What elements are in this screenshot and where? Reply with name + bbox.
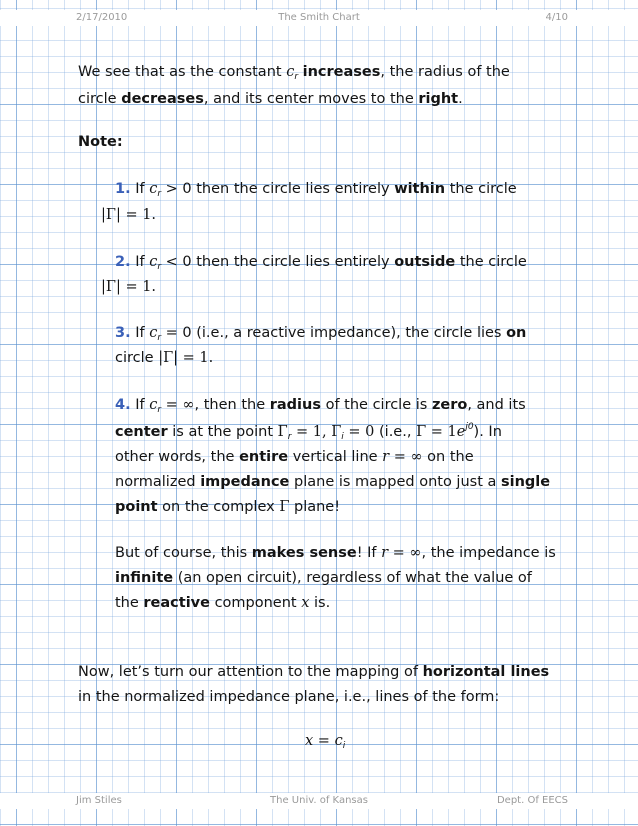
header-page-number: 4/10 [545, 12, 568, 23]
note-heading: Note: [78, 134, 123, 150]
footer-author: Jim Stiles [76, 795, 122, 806]
paragraph-line: We see that as the constant $c_r$ increases, the radius of the [78, 64, 510, 82]
list-item-4-line4: normalized impedance plane is mapped onto just a single [115, 474, 551, 490]
equation-x-ci: $x = c_i$ [305, 733, 346, 751]
header-title: The Smith Chart [278, 12, 360, 23]
footer-university: The Univ. of Kansas [270, 795, 368, 806]
list-item-3: 3. If $c_r = 0$ (i.e., a reactive impedance), the circle lies on [115, 325, 527, 343]
equation-gamma: |Γ| = 1. [101, 279, 157, 295]
footer-department: Dept. Of EECS [496, 795, 568, 806]
page-header [0, 10, 638, 26]
paragraph-line: infinite (an open circuit), regardless of what the value of [115, 570, 532, 586]
header-date: 2/17/2010 [76, 12, 128, 23]
list-item-4: 4. If $c_r$ = ∞, then the radius of the circle is zero, and its [115, 397, 526, 415]
list-item-4-line2: center is at the point $\Gamma_r = 1$, $\Gamma_i = 0$ (i.e., $\Gamma = 1e^{j0}$). In [115, 422, 502, 442]
paragraph-line: But of course, this makes sense! If r = ∞, the impedance is [115, 545, 556, 561]
list-item-1: 1. If $c_r > 0$ then the circle lies entirely within the circle [115, 181, 517, 199]
paragraph-line: in the normalized impedance plane, i.e., lines of the form: [78, 689, 500, 705]
paragraph-line: the reactive component x is. [115, 595, 331, 611]
list-item-4-line3: other words, the entire vertical line r = ∞ on the [115, 449, 474, 465]
paragraph-line: circle decreases, and its center moves to the right. [78, 91, 463, 107]
list-item-4-line5: point on the complex Γ plane! [115, 499, 341, 515]
list-item-3-cont: circle |Γ| = 1. [115, 350, 214, 366]
list-item-2: 2. If $c_r < 0$ then the circle lies entirely outside the circle [115, 254, 527, 272]
paragraph-line: Now, let’s turn our attention to the mapping of horizontal lines [78, 664, 550, 680]
equation-gamma: |Γ| = 1. [101, 207, 157, 223]
page-footer [0, 793, 638, 809]
